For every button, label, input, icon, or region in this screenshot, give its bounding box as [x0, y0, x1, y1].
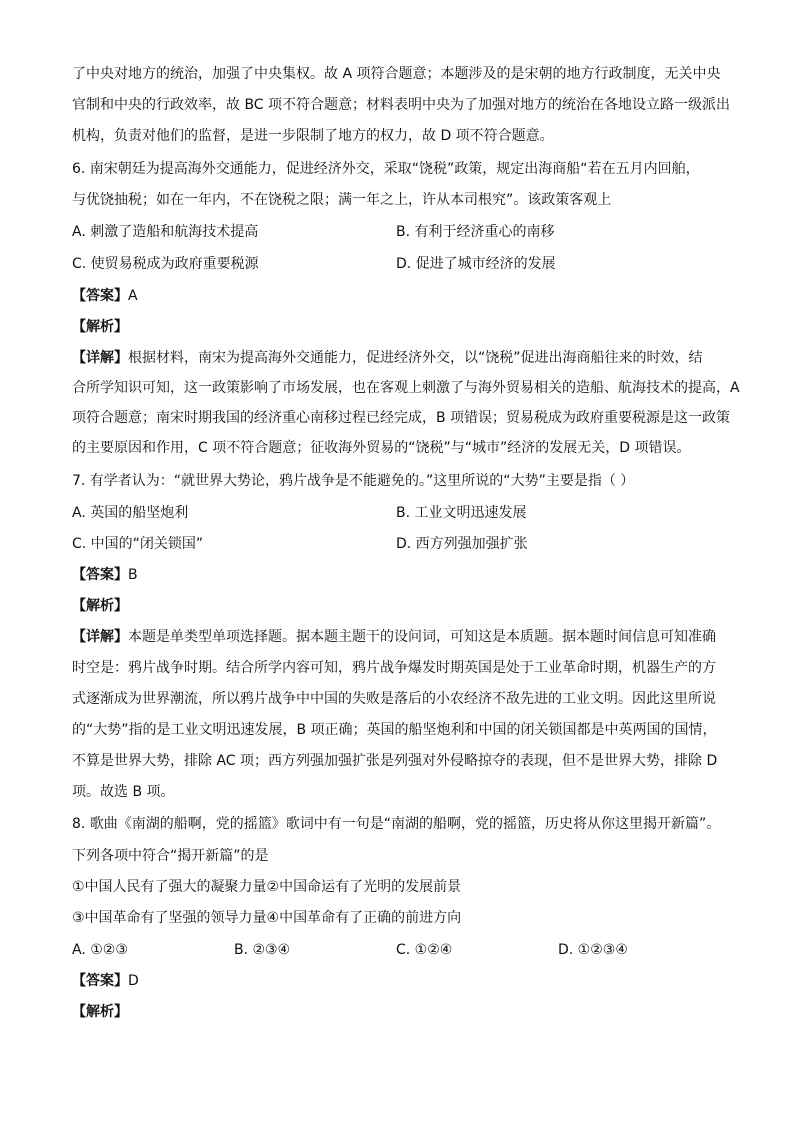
- question-6-detail-line: 合所学知识可知，这一政策影响了市场发展，也在客观上刺激了与海外贸易相关的造船、航海技术的提高，A: [72, 380, 740, 396]
- question-7-detail-line: 的“大势”指的是工业文明迅速发展，B 项正确；英国的船坚炮利和中国的闭关锁国都是中英两国的国情，: [72, 722, 717, 738]
- question-8-stem: 8. 歌曲《南湖的船啊，党的摇篮》歌词中有一句是“南湖的船啊，党的摇篮，历史将从你这里揭开新篇”。: [72, 816, 721, 832]
- analysis-tag: 【解析】: [72, 598, 128, 614]
- detail-text: 本题是单类型单项选择题。据本题主题干的设问词，可知这是本质题。据本题时间信息可知准确: [128, 629, 716, 645]
- answer-tag: 【答案】: [72, 567, 128, 583]
- question-8-option-a: A. ①②③: [72, 942, 128, 958]
- answer-tag: 【答案】: [72, 973, 128, 989]
- detail-tag: 【详解】: [72, 629, 128, 645]
- question-6-option-b: B. 有利于经济重心的南移: [396, 224, 555, 240]
- question-6-stem: 与优饶抽税；如在一年内，不在饶税之限；满一年之上，许从本司根究”。该政策客观上: [72, 192, 612, 208]
- question-8-answer: [72, 971, 139, 991]
- question-7-detail-line: 式逐渐成为世界潮流，所以鸦片战争中中国的失败是落后的小农经济不敌先进的工业文明。因此这里所说: [72, 691, 716, 707]
- question-6-detail-line: 项符合题意；南宋时期我国的经济重心南移过程已经完成，B 项错误；贸易税成为政府重要税源是这一政策: [72, 410, 731, 426]
- answer-value: D: [128, 973, 139, 989]
- explanation-line: 了中央对地方的统治，加强了中央集权。故 A 项符合题意；本题涉及的是宋朝的地方行政制度，无关中央: [72, 66, 721, 82]
- question-7-detail-line: 不算是世界大势，排除 AC 项；西方列强加强扩张是列强对外侵略掠夺的表现，但不是世界大势，排除 D: [72, 753, 718, 769]
- question-8-stem: 下列各项中符合“揭开新篇”的是: [72, 848, 269, 864]
- question-7-analysis-tag: [72, 596, 128, 616]
- answer-value: A: [128, 288, 138, 304]
- question-8-statement: ③中国革命有了坚强的领导力量④中国革命有了正确的前进方向: [72, 910, 462, 926]
- analysis-tag: 【解析】: [72, 1004, 128, 1020]
- question-6-detail: [72, 348, 703, 368]
- question-8-option-d: D. ①②③④: [558, 942, 628, 958]
- explanation-line: 机构，负责对他们的监督，是进一步限制了地方的权力，故 D 项不符合题意。: [72, 128, 554, 144]
- question-7-option-a: A. 英国的船坚炮利: [72, 505, 189, 521]
- question-8-statement: ①中国人民有了强大的凝聚力量②中国命运有了光明的发展前景: [72, 879, 462, 895]
- question-7-stem: 7. 有学者认为：“就世界大势论，鸦片战争是不能避免的。”这里所说的“大势”主要是指（ ）: [72, 473, 635, 489]
- question-6-option-d: D. 促进了城市经济的发展: [396, 256, 556, 272]
- question-7-option-b: B. 工业文明迅速发展: [396, 505, 527, 521]
- answer-value: B: [128, 567, 138, 583]
- question-7-option-d: D. 西方列强加强扩张: [396, 536, 528, 552]
- question-6-analysis-tag: [72, 317, 128, 337]
- question-6-option-a: A. 刺激了造船和航海技术提高: [72, 224, 259, 240]
- question-7-detail: [72, 627, 716, 647]
- question-7-detail-line: 时空是：鸦片战争时期。结合所学内容可知，鸦片战争爆发时期英国是处于工业革命时期，机器生产的方: [72, 660, 716, 676]
- question-8-option-c: C. ①②④: [396, 942, 453, 958]
- detail-text: 根据材料，南宋为提高海外交通能力，促进经济外交，以“饶税”促进出海商船往来的时效，结: [128, 350, 703, 366]
- question-6-answer: [72, 286, 138, 306]
- answer-tag: 【答案】: [72, 288, 128, 304]
- detail-tag: 【详解】: [72, 350, 128, 366]
- question-7-detail-line: 项。故选 B 项。: [72, 784, 175, 800]
- question-6-option-c: C. 使贸易税成为政府重要税源: [72, 256, 259, 272]
- explanation-line: 官制和中央的行政效率，故 BC 项不符合题意；材料表明中央为了加强对地方的统治在各地设立路一级派出: [72, 97, 731, 113]
- question-8-analysis-tag: [72, 1002, 128, 1022]
- analysis-tag: 【解析】: [72, 319, 128, 335]
- question-8-option-b: B. ②③④: [234, 942, 291, 958]
- question-7-answer: [72, 565, 138, 585]
- question-6-stem: 6. 南宋朝廷为提高海外交通能力，促进经济外交，采取“饶税”政策，规定出海商船“若在五月内回舶，: [72, 161, 700, 177]
- question-6-detail-line: 的主要原因和作用，C 项不符合题意；征收海外贸易的“饶税”与“城市”经济的发展无关，D 项错误。: [72, 440, 691, 456]
- question-7-option-c: C. 中国的“闭关锁国”: [72, 536, 204, 552]
